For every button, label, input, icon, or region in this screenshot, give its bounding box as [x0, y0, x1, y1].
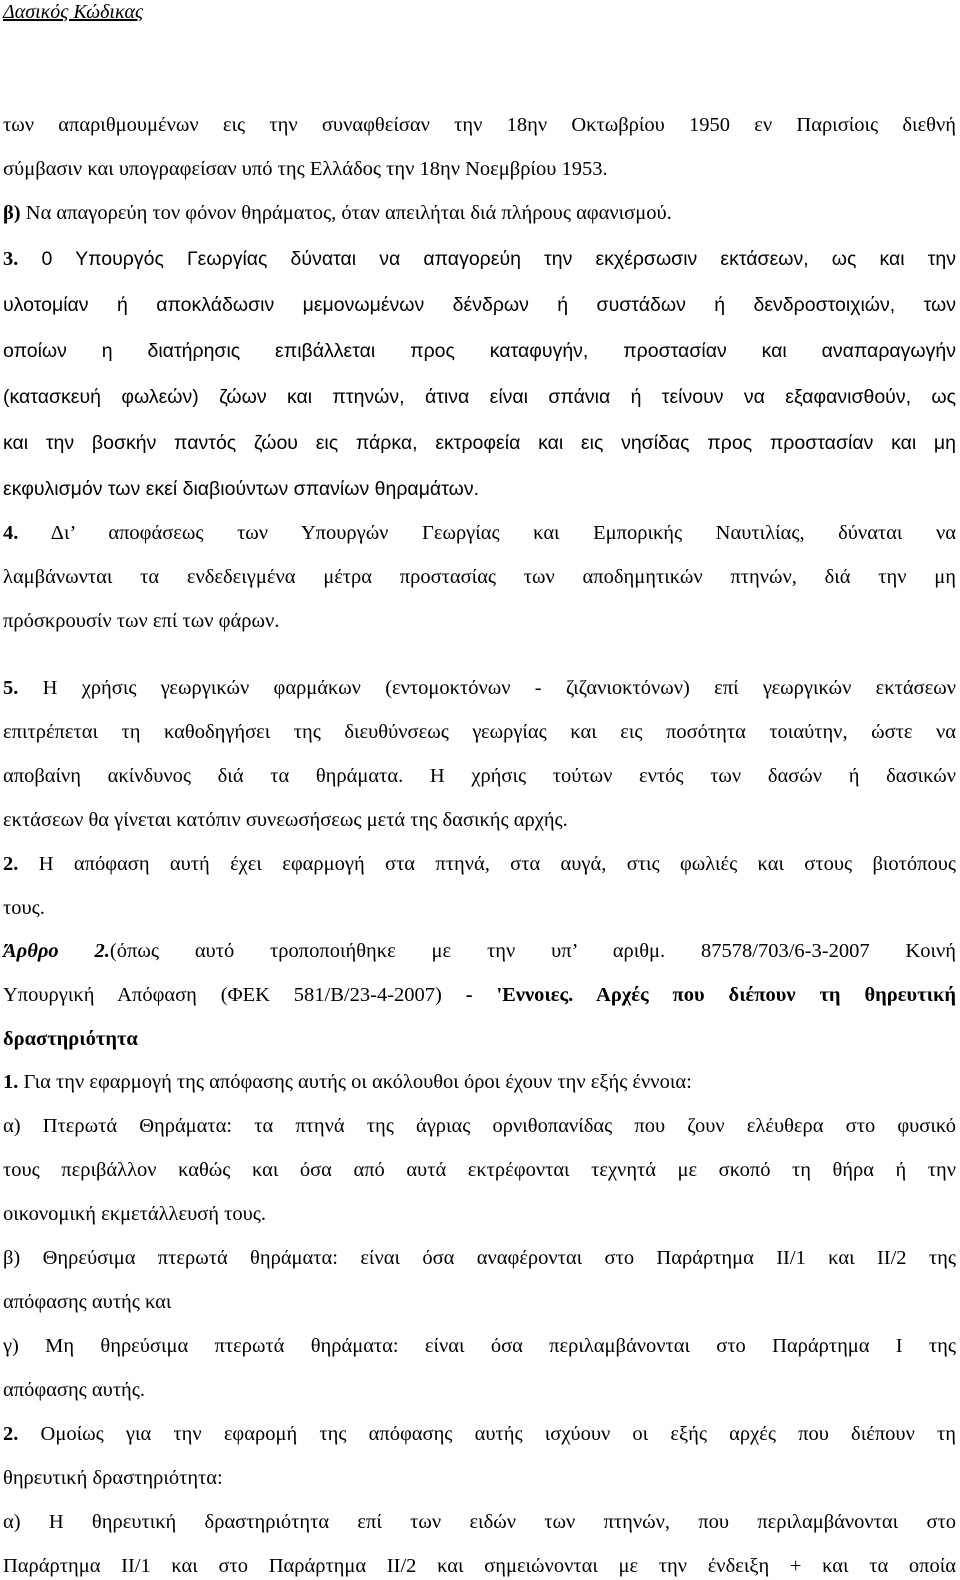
- text-line: σύμβασιν και υπογραφείσαν υπό της Ελλάδος την 18ην Νοεμβρίου 1953.: [3, 158, 608, 180]
- text-line: επιτρέπεται τη καθοδηγήσει της διευθύνσεως γεωργίας και εις ποσότητα τοιαύτην, ώστε να: [3, 721, 956, 743]
- text-line: πρόσκρουσίν των επί των φάρων.: [3, 610, 280, 632]
- item-text: Δι’ αποφάσεως των Υπουργών Γεωργίας και Εμπορικής Ναυτιλίας, δύναται να: [18, 522, 956, 544]
- item-text: Για την εφαρμογή της απόφασης αυτής οι ακόλουθοι όροι έχουν την εξής έννοια:: [18, 1071, 692, 1093]
- text-line: β) Θηρεύσιμα πτερωτά θηράματα: είναι όσα αναφέρονται στο Παράρτημα ΙΙ/1 και ΙΙ/2 της: [3, 1247, 956, 1269]
- article-subject: δραστηριότητα: [3, 1028, 138, 1050]
- article-amendment-note: Υπουργική Απόφαση (ΦΕΚ 581/Β/23-4-2007): [3, 984, 466, 1006]
- text-line: απόφασης αυτής και: [3, 1291, 172, 1313]
- text-line: αποβαίνη ακίνδυνος διά τα θηράματα. Η χρήσις τούτων εντός των δασών ή δασικών: [3, 765, 956, 787]
- text-line: Παράρτημα ΙΙ/1 και στο Παράρτημα ΙΙ/2 και σημειώνονται με την ένδειξη + και τα οποία: [3, 1555, 956, 1577]
- item-text: Ομοίως για την εφαρομή της απόφασης αυτής ισχύουν οι εξής αρχές που διέπουν τη: [18, 1423, 956, 1445]
- text-line: α) Η θηρευτική δραστηριότητα επί των ειδών των πτηνών, που περιλαμβάνονται στο: [3, 1511, 956, 1533]
- text-line: (κατασκευή φωλεών) ζώων και πτηνών, άτινα είναι σπάνια ή τείνουν να εξαφανισθούν, ως: [3, 386, 956, 408]
- item-marker: 3.: [3, 248, 19, 270]
- article-subject: - 'Εννοιες. Αρχές που διέπουν τη θηρευτική: [465, 984, 956, 1006]
- item-text: Η απόφαση αυτή έχει εφαρμογή στα πτηνά, στα αυγά, στις φωλιές και στους βιοτόπους: [18, 853, 956, 875]
- item-marker: 4.: [3, 522, 19, 544]
- item-marker: 2.: [3, 853, 19, 875]
- item-marker: β): [3, 202, 21, 224]
- article-heading-line: [3, 981, 956, 1009]
- text-line: οποίων η διατήρησις επιβάλλεται προς καταφυγήν, προστασίαν και αναπαραγωγήν: [3, 340, 956, 362]
- article-heading-line: [3, 937, 956, 965]
- article-amendment-note: (όπως αυτό τροποποιήθηκε με την υπ’ αριθμ. 87578/703/6-3-2007 Κοινή: [109, 940, 956, 962]
- text-line: [3, 519, 956, 547]
- item-text: Η χρήσις γεωργικών φαρμάκων (εντομοκτόνων - ζιζανιοκτόνων) επί γεωργικών εκτάσεων: [18, 677, 956, 699]
- article-title: Άρθρο 2.: [3, 940, 110, 962]
- running-header-title: Δασικός Κώδικας: [3, 1, 144, 23]
- text-line: εκφυλισμόν των εκεί διαβιούντων σπανίων θηραμάτων.: [3, 478, 480, 500]
- text-line: τους περιβάλλον καθώς και όσα από αυτά εκτρέφονται τεχνητά με σκοπό τη θήρα ή την: [3, 1159, 956, 1181]
- item-text: Να απαγορεύη τον φόνον θηράματος, όταν απειλήται διά πλήρους αφανισμού.: [20, 202, 672, 224]
- text-line: [3, 850, 956, 878]
- text-line: θηρευτική δραστηριότητα:: [3, 1467, 223, 1489]
- text-line: [3, 674, 956, 702]
- item-marker: 5.: [3, 677, 19, 699]
- text-line: [3, 245, 956, 273]
- text-line: υλοτομίαν ή αποκλάδωσιν μεμονωμένων δένδρων ή συστάδων ή δενδροστοιχιών, των: [3, 294, 956, 316]
- text-line: και την βοσκήν παντός ζώου εις πάρκα, εκτροφεία και εις νησίδας προς προστασίαν και μη: [3, 432, 956, 454]
- text-line: τους.: [3, 897, 45, 919]
- item-marker: 2.: [3, 1423, 19, 1445]
- item-text: 0 Υπουργός Γεωργίας δύναται να απαγορεύη την εκχέρσωσιν εκτάσεων, ως και την: [18, 248, 956, 270]
- text-line: γ) Μη θηρεύσιμα πτερωτά θηράματα: είναι όσα περιλαμβάνονται στο Παράρτημα Ι της: [3, 1335, 956, 1357]
- text-line: οικονομική εκμετάλλευσή τους.: [3, 1203, 267, 1225]
- text-line: απόφασης αυτής.: [3, 1379, 146, 1401]
- text-line: των απαριθμουμένων εις την συναφθείσαν την 18ην Οκτωβρίου 1950 εν Παρισίοις διεθνή: [3, 114, 956, 136]
- item-marker: 1.: [3, 1071, 19, 1093]
- text-line: [3, 1068, 956, 1096]
- text-line: [3, 199, 956, 227]
- text-line: εκτάσεων θα γίνεται κατόπιν συνεωσήσεως μετά της δασικής αρχής.: [3, 809, 568, 831]
- text-line: λαμβάνωνται τα ενδεδειγμένα μέτρα προστασίας των αποδημητικών πτηνών, διά την μη: [3, 566, 956, 588]
- text-line: [3, 1420, 956, 1448]
- text-line: α) Πτερωτά Θηράματα: τα πτηνά της άγριας ορνιθοπανίδας που ζουν ελέυθερα στο φυσικό: [3, 1115, 956, 1137]
